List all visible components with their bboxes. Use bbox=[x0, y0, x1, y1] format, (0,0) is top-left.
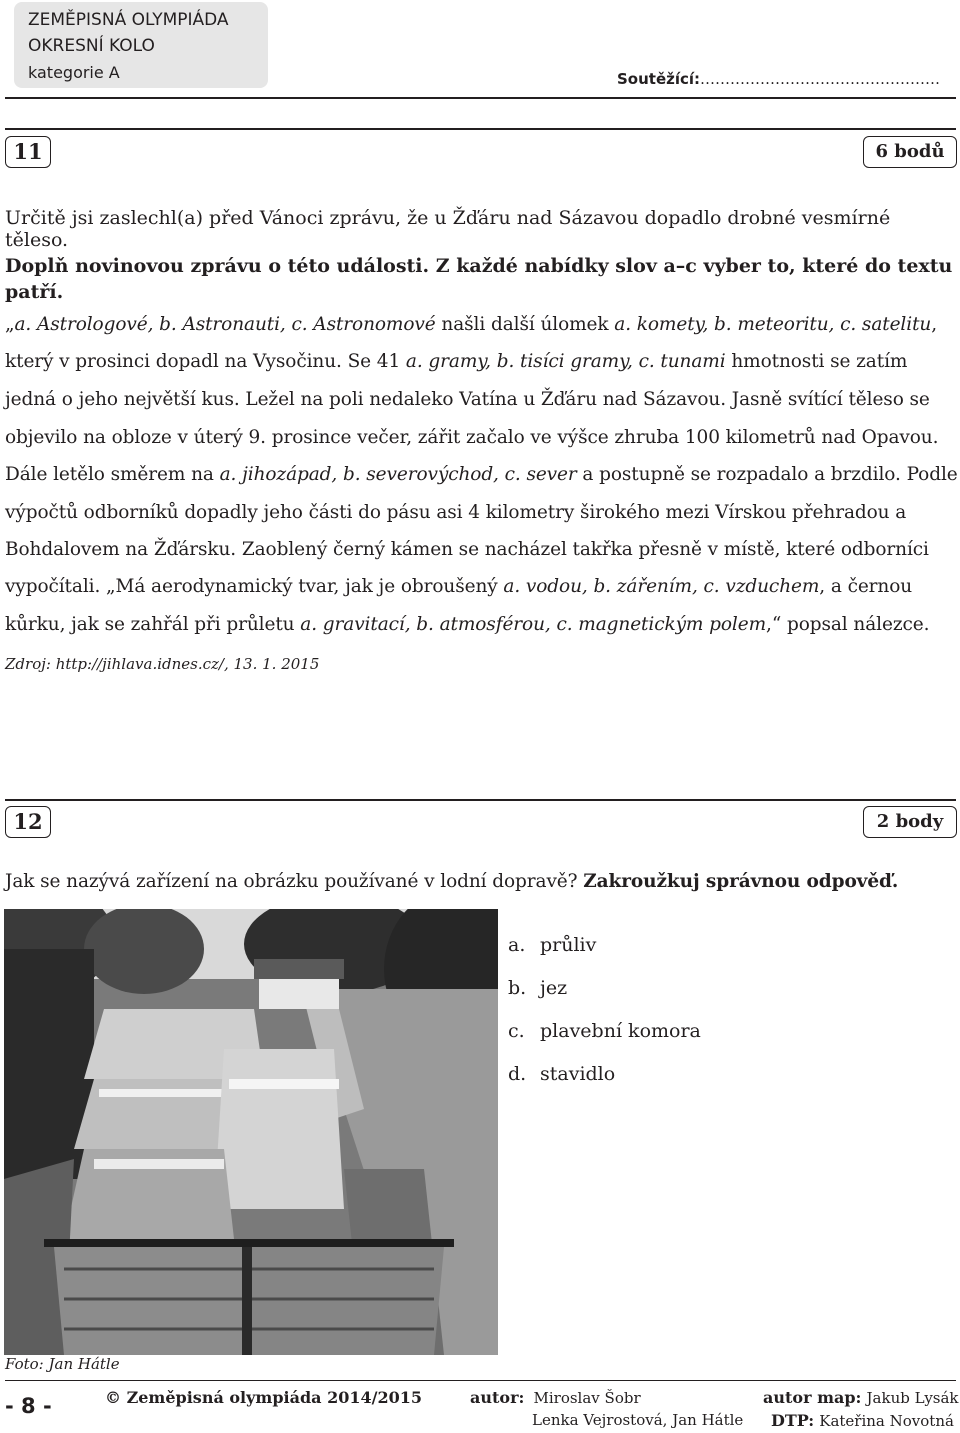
text-line-6: výpočtů odborníků dopadly jeho části do pásu asi 4 kilometry širokého mezi Vírskou přehradou a bbox=[5, 502, 907, 523]
dtp-label: DTP: bbox=[771, 1411, 815, 1430]
dtp-name: Kateřina Novotná bbox=[819, 1412, 954, 1430]
answer-option-b[interactable] bbox=[508, 977, 567, 999]
header-box bbox=[14, 2, 268, 88]
answer-option-d[interactable] bbox=[508, 1063, 615, 1085]
task-number: 12 bbox=[5, 806, 51, 838]
task11-rule bbox=[5, 128, 956, 130]
text-span: kůrku, jak se zahřál při průletu bbox=[5, 614, 301, 635]
option-letter: c. bbox=[508, 1020, 525, 1042]
text-span: , bbox=[931, 314, 937, 335]
header-rule bbox=[5, 97, 956, 99]
text-span: , a černou bbox=[819, 576, 913, 597]
contestant-field bbox=[617, 70, 940, 88]
round-title: OKRESNÍ KOLO bbox=[28, 36, 155, 56]
points-badge: 6 bodů bbox=[863, 136, 957, 168]
option-text: stavidlo bbox=[540, 1063, 616, 1085]
map-author-block bbox=[763, 1388, 959, 1407]
text-span: Dále letělo směrem na bbox=[5, 464, 220, 485]
word-choice: a. Astrologové, b. Astronauti, c. Astronomové bbox=[14, 314, 436, 335]
author-name: Miroslav Šobr bbox=[533, 1389, 641, 1407]
word-choice: a. vodou, b. zářením, c. vzduchem bbox=[503, 576, 820, 597]
word-choice: a. komety, b. meteoritu, c. satelitu bbox=[614, 314, 932, 335]
page-number: - 8 - bbox=[5, 1394, 52, 1418]
quote-mark: „ bbox=[5, 314, 15, 335]
text-span: který v prosinci dopadl na Vysočinu. Se 41 bbox=[5, 351, 406, 372]
task11-intro bbox=[5, 207, 955, 303]
copyright: © Zeměpisná olympiáda 2014/2015 bbox=[105, 1388, 423, 1407]
text-span: a postupně se rozpadalo a brzdilo. Podle bbox=[576, 464, 958, 485]
option-text: plavební komora bbox=[540, 1020, 701, 1042]
word-choice: a. gramy, b. tisíci gramy, c. tunami bbox=[405, 351, 726, 372]
text-span: vypočítali. „Má aerodynamický tvar, jak je obroušený bbox=[5, 576, 504, 597]
intro-line: Určitě jsi zaslechl(a) před Vánoci zprávu, že u Žďáru nad Sázavou dopadlo drobné vesmírné těleso. bbox=[5, 207, 891, 251]
option-text: jez bbox=[540, 977, 568, 999]
text-span: našli další úlomek bbox=[435, 314, 615, 335]
canal-lock-photo bbox=[4, 909, 498, 1355]
text-line-1 bbox=[5, 314, 937, 335]
text-line-3: jedná o jeho největší kus. Ležel na poli nedaleko Vatína u Žďáru nad Sázavou. Jasně svítící těleso se bbox=[5, 389, 930, 410]
task12-question bbox=[5, 871, 898, 892]
option-text: průliv bbox=[540, 934, 597, 956]
text-span: ,“ popsal nálezce. bbox=[766, 614, 930, 635]
text-line-7: Bohdalovem na Žďársku. Zaoblený černý kámen se nacházel takřka přesně v místě, které odborníci bbox=[5, 539, 929, 560]
text-line-4: objevilo na obloze v úterý 9. prosince večer, zářit začalo ve výšce zhruba 100 kilometrů nad Opavou. bbox=[5, 427, 939, 448]
source-citation: Zdroj: http://jihlava.idnes.cz/, 13. 1. 2015 bbox=[5, 655, 320, 673]
maps-name: Jakub Lysák bbox=[866, 1389, 959, 1407]
option-letter: b. bbox=[508, 977, 527, 999]
dtp-block bbox=[771, 1411, 954, 1430]
task-number: 11 bbox=[5, 136, 51, 168]
word-choice: a. gravitací, b. atmosférou, c. magnetickým polem bbox=[300, 614, 767, 635]
contestant-dots: ………………………………………… bbox=[700, 70, 941, 88]
option-letter: a. bbox=[508, 934, 526, 956]
author-names: Lenka Vejrostová, Jan Hátle bbox=[532, 1411, 744, 1429]
footer-rule bbox=[5, 1380, 956, 1381]
photo-credit: Foto: Jan Hátle bbox=[5, 1355, 120, 1373]
question-text: Jak se nazývá zařízení na obrázku používané v lodní dopravě? bbox=[5, 871, 584, 892]
answer-option-c[interactable] bbox=[508, 1020, 701, 1042]
text-span: hmotnosti se zatím bbox=[725, 351, 908, 372]
word-choice: a. jihozápad, b. severovýchod, c. sever bbox=[219, 464, 577, 485]
author-label: autor: bbox=[470, 1388, 525, 1407]
option-letter: d. bbox=[508, 1063, 527, 1085]
text-line-2 bbox=[5, 351, 907, 372]
contestant-label: Soutěžící: bbox=[617, 70, 701, 88]
points-badge: 2 body bbox=[863, 806, 957, 838]
text-line-9 bbox=[5, 614, 929, 635]
instruction-line: Doplň novinovou zprávu o této události. Z každé nabídky slov a–c vyber to, které do textu bbox=[5, 255, 953, 277]
author-block bbox=[470, 1388, 641, 1407]
category-label: kategorie A bbox=[28, 63, 120, 82]
instruction-line: patří. bbox=[5, 281, 64, 303]
instruction-text: Zakroužkuj správnou odpověď. bbox=[583, 871, 899, 892]
maps-label: autor map: bbox=[763, 1388, 862, 1407]
text-line-5 bbox=[5, 464, 958, 485]
olympiad-title: ZEMĚPISNÁ OLYMPIÁDA bbox=[28, 10, 229, 30]
answer-option-a[interactable] bbox=[508, 934, 596, 956]
task12-rule bbox=[5, 799, 956, 801]
text-line-8 bbox=[5, 576, 912, 597]
